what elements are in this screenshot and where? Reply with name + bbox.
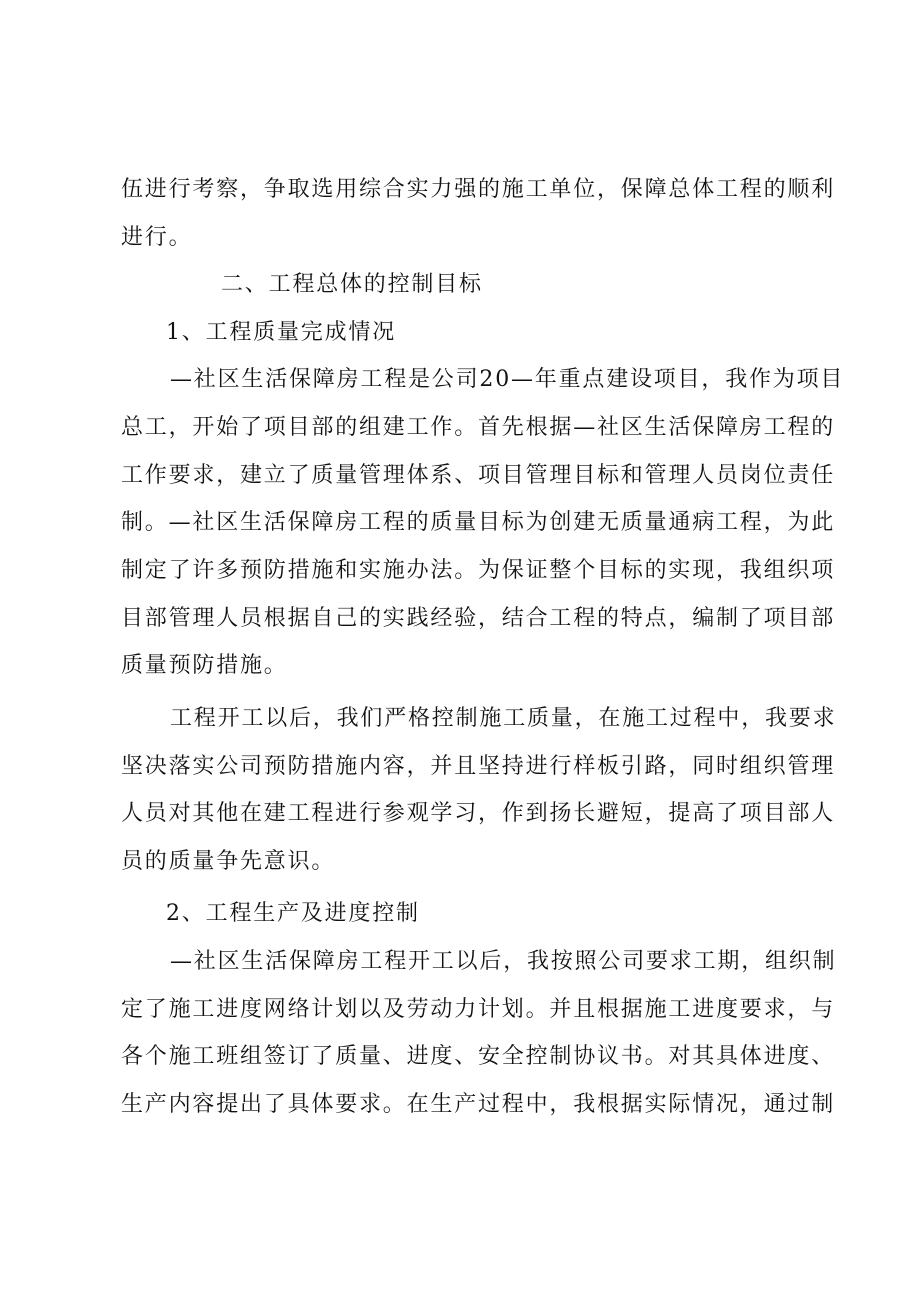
paragraph-line: 员的质量争先意识。 xyxy=(121,849,336,874)
paragraph-line: 生产内容提出了具体要求。在生产过程中，我根据实际情况，通过制 xyxy=(121,1092,836,1117)
paragraph-line: 各个施工班组签订了质量、进度、安全控制协议书。对其具体进度、 xyxy=(121,1044,836,1069)
section-heading: 二、工程总体的控制目标 xyxy=(221,272,483,297)
paragraph-line: 定了施工进度网络计划以及劳动力计划。并且根据施工进度要求，与 xyxy=(121,997,836,1022)
paragraph-line: 目部管理人员根据自己的实践经验，结合工程的特点，编制了项目部 xyxy=(121,606,836,631)
paragraph-line: 工作要求，建立了质量管理体系、项目管理目标和管理人员岗位责任 xyxy=(121,463,836,488)
paragraph-line: 制。—社区生活保障房工程的质量目标为创建无质量通病工程，为此 xyxy=(121,510,836,535)
paragraph-line: 工程开工以后，我们严格控制施工质量，在施工过程中，我要求 xyxy=(170,706,837,731)
paragraph-line: 质量预防措施。 xyxy=(121,653,288,678)
paragraph-line: 制定了许多预防措施和实施办法。为保证整个目标的实现，我组织项 xyxy=(121,558,836,583)
paragraph-line: 进行。 xyxy=(121,225,193,250)
subsection-heading: 1、工程质量完成情况 xyxy=(166,320,396,345)
paragraph-line: 坚决落实公司预防措施内容，并且坚持进行样板引路，同时组织管理 xyxy=(121,754,836,779)
paragraph-line: —社区生活保障房工程是公司20—年重点建设项目，我作为项目 xyxy=(170,367,845,392)
paragraph-line: —社区生活保障房工程开工以后，我按照公司要求工期，组织制 xyxy=(170,949,837,974)
paragraph-line: 伍进行考察，争取选用综合实力强的施工单位，保障总体工程的顺利 xyxy=(121,177,836,202)
paragraph-line: 总工，开始了项目部的组建工作。首先根据—社区生活保障房工程的 xyxy=(121,415,836,440)
paragraph-line: 人员对其他在建工程进行参观学习，作到扬长避短，提高了项目部人 xyxy=(121,801,836,826)
subsection-heading: 2、工程生产及进度控制 xyxy=(166,901,420,926)
